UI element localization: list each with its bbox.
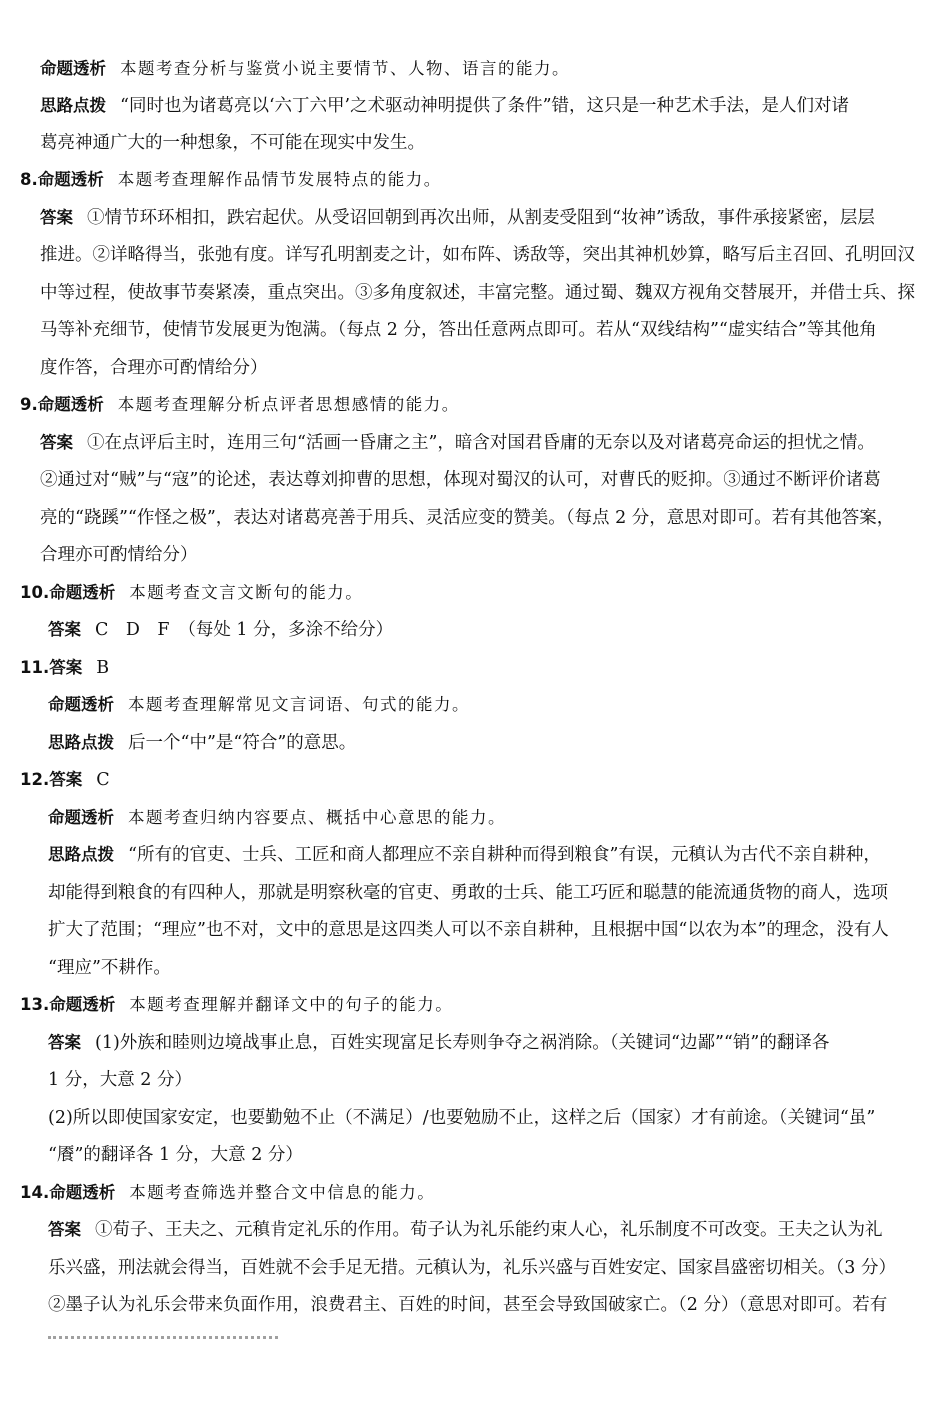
q13-answer-line-2	[48, 1068, 192, 1092]
q13-number: 13.	[20, 995, 50, 1014]
q9-analysis-text: 本题考查理解分析点评者思想感情的能力。	[117, 395, 460, 414]
q11-analysis-text: 本题考查理解常见文言词语、句式的能力。	[128, 695, 470, 714]
q14-answer-line-1	[48, 1218, 883, 1242]
q14-answer-text-3: ②墨子认为礼乐会带来负面作用，浪费君主、百姓的时间，甚至会导致国破家亡。（2 分）（意思对即可。若有	[48, 1295, 888, 1315]
q9-answer-line-4	[40, 543, 198, 567]
analysis-label: 命题透析	[48, 808, 114, 827]
hint-label: 思路点拨	[48, 733, 114, 752]
q12-hint-line-3	[48, 918, 889, 942]
q13-analysis-text: 本题考查理解并翻译文中的句子的能力。	[129, 995, 454, 1014]
q12-number: 12.	[20, 770, 50, 789]
hint-label: 思路点拨	[40, 96, 106, 115]
q10-analysis-text: 本题考查文言文断句的能力。	[129, 583, 364, 602]
answer-label: 答案	[40, 433, 73, 452]
q9-answer-text-3: 亮的“跷蹊”“作怪之极”，表达对诸葛亮善于用兵、灵活应变的赞美。（每点 2 分，意思对即可。若有其他答案，	[40, 508, 895, 528]
q8-answer-text-4: 马等补充细节，使情节发展更为饱满。（每点 2 分，答出任意两点即可。若从“双线结构”“虚实结合”等其他角	[40, 320, 877, 340]
q12-hint-text-1: “所有的官吏、士兵、工匠和商人都理应不亲自耕种而得到粮食”有误，元稹认为古代不亲自耕种，	[128, 845, 881, 865]
q8-answer-line-5	[40, 356, 268, 380]
q8-answer-line-3	[40, 281, 915, 305]
q13-answer-line-4	[48, 1143, 303, 1167]
analysis-label: 命题透析	[40, 59, 106, 78]
q7-hint-line-2	[40, 131, 425, 155]
q8-analysis-line	[20, 168, 442, 192]
q8-answer-text-3: 中等过程，使故事节奏紧凑，重点突出。③多角度叙述，丰富完整。通过蜀、魏双方视角交替展开，并借士兵、探	[40, 283, 915, 303]
q9-answer-text-4: 合理亦可酌情给分）	[40, 545, 198, 565]
analysis-label: 命题透析	[49, 1183, 116, 1202]
q10-answer-text: C D F （每处 1 分，多涂不给分）	[95, 620, 394, 640]
q7-analysis-line	[40, 57, 570, 81]
q8-number: 8.	[20, 170, 38, 189]
q8-answer-text-1: ①情节环环相扣，跌宕起伏。从受诏回朝到再次出师，从割麦受阻到“妆神”诱敌，事件承接紧密，层层	[87, 208, 875, 228]
q8-analysis-text: 本题考查理解作品情节发展特点的能力。	[117, 170, 442, 189]
q11-hint-line	[48, 731, 356, 755]
q14-answer-line-3	[48, 1293, 887, 1317]
q13-answer-text-1: (1)外族和睦则边境战事止息，百姓实现富足长寿则争夺之祸消除。（关键词“边鄙”“销”的翻译各	[95, 1033, 830, 1053]
q8-answer-line-1	[40, 206, 875, 230]
analysis-label: 命题透析	[49, 995, 116, 1014]
q9-answer-line-1	[40, 431, 875, 455]
q13-answer-text-4: “餍”的翻译各 1 分，大意 2 分）	[48, 1145, 303, 1165]
q12-hint-text-2: 却能得到粮食的有四种人，那就是明察秋毫的官吏、勇敢的士兵、能工巧匠和聪慧的能流通货物的商人，选项	[48, 883, 888, 903]
q12-analysis-text: 本题考查归纳内容要点、概括中心意思的能力。	[128, 808, 506, 827]
q11-number: 11.	[20, 658, 50, 677]
q7-hint-text-2: 葛亮神通广大的一种想象，不可能在现实中发生。	[40, 133, 425, 153]
answer-label: 答案	[49, 658, 83, 677]
q13-analysis-line	[20, 993, 453, 1017]
analysis-label: 命题透析	[49, 583, 116, 602]
q12-hint-text-3: 扩大了范围；“理应”也不对，文中的意思是这四类人可以不亲自耕种，且根据中国“以农为本”的理念，没有人	[48, 920, 889, 940]
q9-analysis-line	[20, 393, 460, 417]
q14-analysis-line	[20, 1181, 435, 1205]
q14-number: 14.	[20, 1183, 50, 1202]
q10-answer-line	[48, 618, 393, 642]
q14-answer-text-2: 乐兴盛，刑法就会得当，百姓就不会手足无措。元稹认为，礼乐兴盛与百姓安定、国家昌盛密切相关。（3 分）	[48, 1258, 896, 1278]
truncated-text-edge	[48, 1336, 278, 1342]
q12-answer-line	[20, 768, 110, 792]
q9-answer-line-2	[40, 468, 881, 492]
q11-hint-text: 后一个“中”是“符合”的意思。	[128, 733, 357, 753]
analysis-label: 命题透析	[48, 695, 114, 714]
q8-answer-line-4	[40, 318, 877, 342]
q14-answer-line-2	[48, 1256, 896, 1280]
answer-label: 答案	[48, 620, 81, 639]
q8-answer-text-2: 推进。②详略得当，张弛有度。详写孔明割麦之计，如布阵、诱敌等，突出其神机妙算，略写后主召回、孔明回汉	[40, 245, 915, 265]
q9-answer-text-2: ②通过对“贼”与“寇”的论述，表达尊刘抑曹的思想，体现对蜀汉的认可，对曹氏的贬抑。③通过不断评价诸葛	[40, 470, 881, 490]
q14-analysis-text: 本题考查筛选并整合文中信息的能力。	[129, 1183, 436, 1202]
q9-number: 9.	[20, 395, 38, 414]
q12-answer-text: C	[96, 770, 110, 790]
q7-analysis-text: 本题考查分析与鉴赏小说主要情节、人物、语言的能力。	[120, 59, 570, 78]
q10-number: 10.	[20, 583, 50, 602]
answer-label: 答案	[40, 208, 73, 227]
q9-answer-text-1: ①在点评后主时，连用三句“活画一昏庸之主”，暗含对国君昏庸的无奈以及对诸葛亮命运的担忧之情。	[87, 433, 875, 453]
analysis-label: 命题透析	[37, 170, 104, 189]
q7-hint-text-1: “同时也为诸葛亮以‘六丁六甲’之术驱动神明提供了条件”错，这只是一种艺术手法，是人们对诸	[120, 96, 850, 116]
q12-hint-line-2	[48, 881, 888, 905]
q13-answer-text-3: (2)所以即使国家安定，也要勤勉不止（不满足）/也要勉励不止，这样之后（国家）才有前途。（关键词“虽”	[48, 1108, 876, 1128]
q11-answer-line	[20, 656, 109, 680]
answer-label: 答案	[48, 1220, 81, 1239]
hint-label: 思路点拨	[48, 845, 114, 864]
q10-analysis-line	[20, 581, 363, 605]
q12-hint-line-1	[48, 843, 881, 867]
q13-answer-text-2: 1 分，大意 2 分）	[48, 1070, 192, 1090]
q12-hint-line-4	[48, 956, 171, 980]
q11-analysis-line	[48, 693, 470, 717]
q12-hint-text-4: “理应”不耕作。	[48, 958, 171, 978]
q13-answer-line-1	[48, 1031, 829, 1055]
answer-label: 答案	[48, 1033, 81, 1052]
q13-answer-line-3	[48, 1106, 875, 1130]
q11-answer-text: B	[96, 658, 110, 678]
answer-label: 答案	[49, 770, 83, 789]
q8-answer-line-2	[40, 243, 915, 267]
q14-answer-text-1: ①荀子、王夫之、元稹肯定礼乐的作用。荀子认为礼乐能约束人心，礼乐制度不可改变。王夫之认为礼	[95, 1220, 883, 1240]
q12-analysis-line	[48, 806, 506, 830]
q7-hint-line-1	[40, 94, 849, 118]
q8-answer-text-5: 度作答，合理亦可酌情给分）	[40, 358, 268, 378]
q9-answer-line-3	[40, 506, 894, 530]
analysis-label: 命题透析	[37, 395, 104, 414]
